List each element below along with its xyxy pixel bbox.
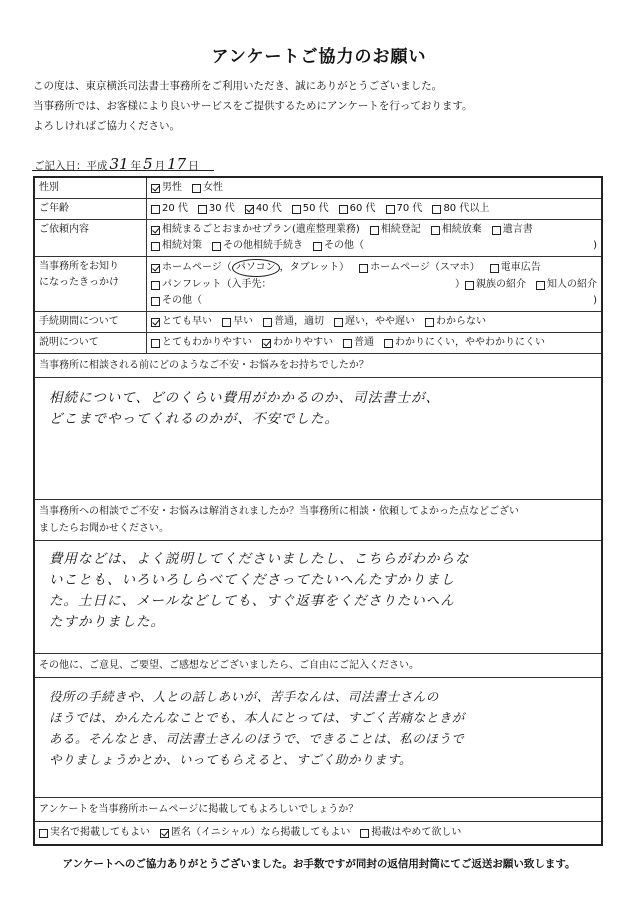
date-month[interactable]: 5 (143, 155, 153, 173)
checkbox-checked[interactable] (151, 184, 160, 193)
question-2 (35, 500, 601, 541)
gender-row (35, 178, 601, 199)
option-label: 知人の紹介 (547, 279, 597, 290)
option-label: 匿名（イニシャル）なら掲載してもよい (171, 827, 351, 838)
answer-3-line: やりましょうかとか、いってもらえると、すごく助かります。 (49, 752, 413, 767)
checkbox[interactable] (343, 339, 352, 348)
explanation-option-clear[interactable] (262, 335, 333, 351)
question-2-line-1: 当事務所への相談でご不安・お悩みは解消されましたか？当事務所に相談・依頼してよかった点などござい (39, 506, 519, 517)
option-label: ，タブレット） (279, 262, 350, 273)
age-option-70[interactable] (386, 201, 423, 217)
option-label: 早い (233, 316, 253, 327)
option-label: 普通 (354, 337, 374, 348)
option-label: 男性 (162, 182, 182, 193)
checkbox[interactable] (192, 184, 201, 193)
option-label: わからない (436, 316, 486, 327)
request-other-close: ) (593, 240, 597, 251)
answer-3-line: ある。そんなとき、司法書士さんのほうで、できることは、私のほうで (49, 731, 465, 746)
answer-2-line: た。土日に、メールなどしても、すぐ返事をくださりたいへん (49, 593, 455, 609)
option-label: 80 代以上 (443, 203, 490, 214)
request-option-renunciation[interactable] (431, 222, 482, 238)
explanation-option-very-clear[interactable] (151, 335, 252, 351)
source-label-line-1: 当事務所をお知り (39, 261, 119, 272)
checkbox[interactable] (425, 318, 434, 327)
source-label-line-2: になったきっかけ (39, 277, 119, 288)
source-label (35, 257, 147, 311)
option-label: 電車広告 (500, 262, 541, 273)
checkbox[interactable] (359, 264, 368, 273)
option-label: 女性 (203, 182, 223, 193)
option-label: 50 代 (302, 203, 329, 214)
checkbox-checked[interactable] (160, 829, 169, 838)
duration-option-very-fast[interactable] (151, 314, 212, 330)
answer-2-line: 費用などは、よく説明してくださいましたし、こちらがわからな (49, 551, 470, 567)
checkbox[interactable] (263, 318, 272, 327)
pamphlet-close: ） (455, 279, 465, 290)
answer-2-line: いことも、いろいろしらべてくださってたいへんたすかりまし (49, 572, 455, 588)
explanation-label: 説明について (35, 333, 147, 353)
page-title: アンケートご協力のお願い (211, 47, 427, 67)
checkbox[interactable] (151, 339, 160, 348)
explanation-option-normal[interactable] (343, 335, 374, 351)
publish-option-decline[interactable] (360, 825, 461, 841)
answer-3-line: 役所の手続きや、人との話しあいが、苦手なんは、司法書士さんの (49, 689, 439, 704)
publish-option-real-name[interactable] (39, 825, 150, 841)
question-1: 当事務所に相談される前にどのようなご不安・お悩みをお持ちでしたか？ (35, 354, 601, 378)
checkbox-checked[interactable] (151, 318, 160, 327)
request-row (35, 220, 601, 257)
checkbox[interactable] (370, 226, 379, 235)
date-day[interactable]: 17 (167, 155, 187, 173)
option-label: 70 代 (396, 203, 423, 214)
age-row (35, 199, 601, 220)
duration-option-unknown[interactable] (425, 314, 486, 330)
option-label: わかりにくい，ややわかりにくい (395, 337, 545, 348)
intro-line-2: 当事務所では、お客様により良いサービスをご提供するためにアンケートを行っております。 (33, 100, 473, 112)
answer-2[interactable] (35, 541, 601, 654)
source-row (35, 257, 601, 312)
answer-3-line: ほうでは、かんたんなことでも、本人にとっては、すごく苦痛なときが (49, 710, 465, 725)
checkbox[interactable] (465, 281, 474, 290)
date-underline (32, 170, 214, 171)
request-option-full-plan[interactable] (151, 222, 360, 238)
duration-label: 手続期間について (35, 312, 147, 332)
checkbox[interactable] (360, 829, 369, 838)
option-label: 実名で掲載してもよい (50, 827, 150, 838)
option-label: 親族の紹介 (476, 279, 526, 290)
checkbox[interactable] (384, 339, 393, 348)
request-option-planning[interactable] (151, 238, 202, 254)
checkbox[interactable] (334, 318, 343, 327)
date-prefix: ご記入日：平成 (34, 160, 108, 172)
publish-options (35, 822, 601, 844)
option-label: 相続対策 (162, 240, 202, 251)
intro-line-3: よろしければご協力ください。 (33, 120, 180, 132)
explanation-option-unclear[interactable] (384, 335, 545, 351)
request-option-other-procedures[interactable] (212, 238, 303, 254)
checkbox[interactable] (432, 205, 441, 214)
date-month-unit: 月 (154, 160, 166, 172)
request-option-other[interactable] (313, 238, 364, 254)
source-option-train-ad[interactable] (490, 259, 541, 277)
option-label: 普通，適切 (274, 316, 324, 327)
source-other-close: ) (593, 295, 597, 306)
source-option-pamphlet[interactable] (151, 277, 272, 293)
source-option-other[interactable] (151, 293, 202, 309)
checkbox[interactable] (490, 264, 499, 273)
date-year-unit: 年 (130, 160, 142, 172)
option-label: 相続まるごとおまかせプラン(遺産整理業務) (162, 224, 360, 235)
gender-male-option[interactable] (151, 180, 182, 196)
duration-option-normal[interactable] (263, 314, 324, 330)
footer-thanks: アンケートへのご協力ありがとうございました。お手数ですが同封の返信用封筒にてご返送お願い致します。 (62, 858, 576, 870)
duration-option-slow[interactable] (334, 314, 415, 330)
request-label: ご依頼内容 (35, 220, 147, 256)
answer-3[interactable] (35, 678, 601, 798)
option-label: わかりやすい (273, 337, 333, 348)
source-option-hp-pc[interactable] (151, 259, 349, 277)
source-option-hp-smartphone[interactable] (359, 259, 480, 277)
age-option-50[interactable] (292, 201, 329, 217)
option-label: とてもわかりやすい (162, 337, 252, 348)
checkbox[interactable] (492, 226, 501, 235)
answer-1-line: 相続について、どのくらい費用がかかるのか、司法書士が、 (49, 390, 440, 406)
checkbox-checked[interactable] (151, 226, 160, 235)
source-option-relative[interactable] (465, 277, 526, 293)
answer-1-line: どこまでやってくれるのかが、不安でした。 (49, 411, 339, 427)
age-option-60[interactable] (339, 201, 376, 217)
request-option-registration[interactable] (370, 222, 421, 238)
age-option-20[interactable] (151, 201, 188, 217)
option-label: ホームページ（スマホ） (370, 262, 480, 273)
checkbox[interactable] (151, 242, 160, 251)
request-option-will[interactable] (492, 222, 533, 238)
checkbox[interactable] (212, 242, 221, 251)
option-label: 遺言書 (502, 224, 533, 235)
checkbox[interactable] (151, 297, 160, 306)
option-label: 遅い，やや遅い (345, 316, 415, 327)
checkbox[interactable] (151, 281, 160, 290)
question-3: その他に、ご意見、ご要望、ご感想などございましたら、ご自由にご記入ください。 (35, 654, 601, 678)
checkbox-checked[interactable] (151, 264, 160, 273)
age-option-30[interactable] (198, 201, 235, 217)
option-label: 30 代 (208, 203, 235, 214)
option-label: その他相続手続き (223, 240, 303, 251)
checkbox[interactable] (431, 226, 440, 235)
checkbox[interactable] (39, 829, 48, 838)
age-label: ご年齢 (35, 199, 147, 219)
answer-2-line: たすかりました。 (49, 614, 165, 630)
checkbox[interactable] (386, 205, 395, 214)
checkbox[interactable] (536, 281, 545, 290)
answer-1[interactable] (35, 378, 601, 500)
checkbox[interactable] (292, 205, 301, 214)
age-option-40[interactable] (245, 201, 282, 217)
explanation-row (35, 333, 601, 354)
date-day-unit: 日 (188, 160, 199, 172)
gender-label: 性別 (35, 178, 147, 198)
option-label: その他（ (162, 295, 202, 306)
option-label: 掲載はやめて欲しい (371, 827, 462, 838)
option-label: 相続登記 (380, 224, 421, 235)
publish-question: アンケートを当事務所ホームページに掲載してもよろしいでしょうか？ (35, 798, 601, 822)
option-label: 60 代 (349, 203, 376, 214)
source-option-friend[interactable] (536, 277, 597, 293)
checkbox-checked[interactable] (245, 205, 254, 214)
duration-option-fast[interactable] (222, 314, 253, 330)
publish-option-anonymous[interactable] (160, 825, 350, 841)
checkbox[interactable] (313, 242, 322, 251)
option-label: 相続放棄 (441, 224, 482, 235)
checkbox[interactable] (151, 205, 160, 214)
checkbox[interactable] (222, 318, 231, 327)
option-label: 20 代 (162, 203, 188, 214)
age-option-80[interactable] (432, 201, 489, 217)
option-label: 40 代 (255, 203, 282, 214)
checkbox[interactable] (198, 205, 207, 214)
circled-pc-mark: パソコン (232, 259, 280, 277)
option-label: ホームページ（ (162, 262, 232, 273)
date-year[interactable]: 31 (109, 155, 129, 173)
checkbox-checked[interactable] (262, 339, 271, 348)
gender-female-option[interactable] (192, 180, 223, 196)
question-2-line-2: ましたらお聞かせください。 (39, 523, 169, 534)
checkbox[interactable] (339, 205, 348, 214)
survey-form (33, 176, 603, 846)
option-label: その他（ (324, 240, 364, 251)
duration-row (35, 312, 601, 333)
option-label: とても早い (162, 316, 212, 327)
intro-text (33, 76, 623, 136)
intro-line-1: この度は、東京横浜司法書士事務所をご利用いただき、誠にありがとうございました。 (33, 80, 443, 92)
option-label: パンフレット（入手先： (162, 279, 272, 290)
